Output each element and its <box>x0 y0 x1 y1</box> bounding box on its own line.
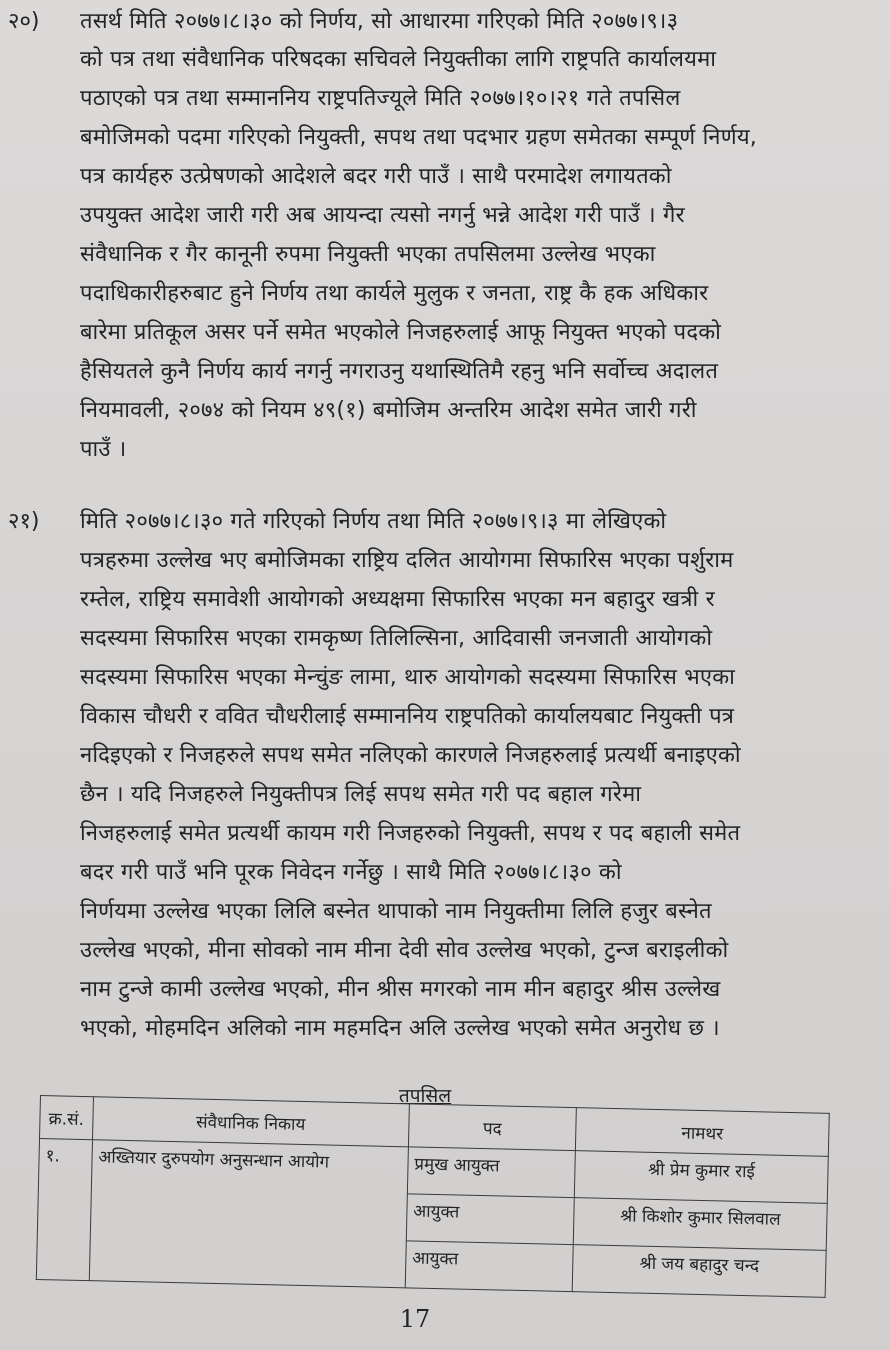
cell-position: प्रमुख आयुक्त <box>407 1147 575 1198</box>
paragraph-21 <box>0 502 890 1062</box>
page-number: 17 <box>399 1305 431 1333</box>
paragraph-line: पाउँ । <box>80 437 127 462</box>
paragraph-line: तसर्थ मिति २०७७।८।३० को निर्णय, सो आधारमा गरिएको मिति २०७७।९।३ <box>80 9 679 34</box>
paragraph-line: उपयुक्त आदेश जारी गरी अब आयन्दा त्यसो नगर्नु भन्ने आदेश गरी पाउँ । गैर <box>80 203 685 228</box>
paragraph-line: पत्र कार्यहरु उत्प्रेषणको आदेशले बदर गरी पाउँ । साथै परमादेश लगायतको <box>80 164 672 189</box>
cell-position: आयुक्त <box>406 1194 574 1245</box>
paragraph-line: छैन । यदि निजहरुले नियुक्तीपत्र लिई सपथ समेत गरी पद बहाल गरेमा <box>80 782 642 807</box>
cell-position: आयुक्त <box>405 1241 573 1292</box>
paragraph-20 <box>0 2 890 482</box>
paragraph-number: २१) <box>8 509 40 534</box>
cell-name: श्री जय बहादुर चन्द <box>572 1245 826 1298</box>
cell-name: श्री प्रेम कुमार राई <box>574 1151 828 1204</box>
paragraph-line: हैसियतले कुनै निर्णय कार्य नगर्नु नगराउनु यथास्थितिमै रहनु भनि सर्वोच्च अदालत <box>80 359 719 384</box>
paragraph-line: नियमावली, २०७४ को नियम ४९(१) बमोजिम अन्तरिम आदेश समेत जारी गरी <box>80 398 697 423</box>
paragraph-line: सदस्यमा सिफारिस भएका रामकृष्ण तिलिल्सिना, आदिवासी जनजाती आयोगको <box>80 626 713 651</box>
cell-serial: १. <box>36 1139 92 1281</box>
paragraph-line: विकास चौधरी र ववित चौधरीलाई सम्माननिय राष्ट्रपतिको कार्यालयबाट नियुक्ती पत्र <box>80 704 735 729</box>
paragraph-line: मिति २०७७।८।३० गते गरिएको निर्णय तथा मिति २०७७।९।३ मा लेखिएको <box>80 509 667 534</box>
paragraph-line: सदस्यमा सिफारिस भएका मेन्चुंङ लामा, थारु आयोगको सदस्यमा सिफारिस भएका <box>80 665 736 690</box>
paragraph-line: रम्तेल, राष्ट्रिय समावेशी आयोगको अध्यक्षमा सिफारिस भएका मन बहादुर खत्री र <box>80 587 715 612</box>
paragraph-line: संवैधानिक र गैर कानूनी रुपमा नियुक्ती भएका तपसिलमा उल्लेख भएका <box>80 242 656 267</box>
paragraph-line: बदर गरी पाउँ भनि पूरक निवेदन गर्नेछु । साथै मिति २०७७।८।३० को <box>80 860 622 885</box>
header-position: पद <box>408 1104 576 1151</box>
cell-name: श्री किशोर कुमार सिलवाल <box>573 1198 827 1251</box>
paragraph-line: उल्लेख भएको, मीना सोवको नाम मीना देवी सोव उल्लेख भएको, टुन्ज बराइलीको <box>80 938 729 963</box>
table-title: तपसिल <box>398 1085 452 1107</box>
header-serial: क्र.सं. <box>40 1096 94 1140</box>
paragraph-line: को पत्र तथा संवैधानिक परिषदका सचिवले नियुक्तीका लागि राष्ट्रपति कार्यालयमा <box>80 47 717 72</box>
paragraph-line: निजहरुलाई समेत प्रत्यर्थी कायम गरी निजहरुको नियुक्ती, सपथ र पद बहाली समेत <box>80 821 741 846</box>
paragraph-line: पठाएको पत्र तथा सम्माननिय राष्ट्रपतिज्यूले मिति २०७७।१०।२१ गते तपसिल <box>80 86 681 111</box>
header-constitutional-body: संवैधानिक निकाय <box>92 1097 409 1147</box>
paragraph-line: पत्रहरुमा उल्लेख भए बमोजिमका राष्ट्रिय दलित आयोगमा सिफारिस भएका पर्शुराम <box>80 548 734 573</box>
header-name: नामथर <box>575 1108 829 1157</box>
cell-constitutional-body: अख्तियार दुरुपयोग अनुसन्धान आयोग <box>89 1140 408 1288</box>
paragraph-line: निर्णयमा उल्लेख भएका लिलि बस्नेत थापाको नाम नियुक्तीमा लिलि हजुर बस्नेत <box>80 899 712 924</box>
paragraph-line: पदाधिकारीहरुबाट हुने निर्णय तथा कार्यले मुलुक र जनता, राष्ट्र कै हक अधिकार <box>80 281 709 306</box>
paragraph-line: नदिइएको र निजहरुले सपथ समेत नलिएको कारणले निजहरुलाई प्रत्यर्थी बनाइएको <box>80 743 741 768</box>
paragraph-line: नाम टुन्जे कामी उल्लेख भएको, मीन श्रीस मगरको नाम मीन बहादुर श्रीस उल्लेख <box>80 977 721 1002</box>
paragraph-line: भएको, मोहमदिन अलिको नाम महमदिन अलि उल्लेख भएको समेत अनुरोध छ । <box>80 1016 720 1041</box>
paragraph-number: २०) <box>8 9 40 34</box>
paragraph-line: बमोजिमको पदमा गरिएको नियुक्ती, सपथ तथा पदभार ग्रहण समेतका सम्पूर्ण निर्णय, <box>80 125 757 150</box>
schedule-table <box>36 1095 830 1298</box>
paragraph-line: बारेमा प्रतिकूल असर पर्ने समेत भएकोले निजहरुलाई आफू नियुक्त भएको पदको <box>80 320 722 345</box>
